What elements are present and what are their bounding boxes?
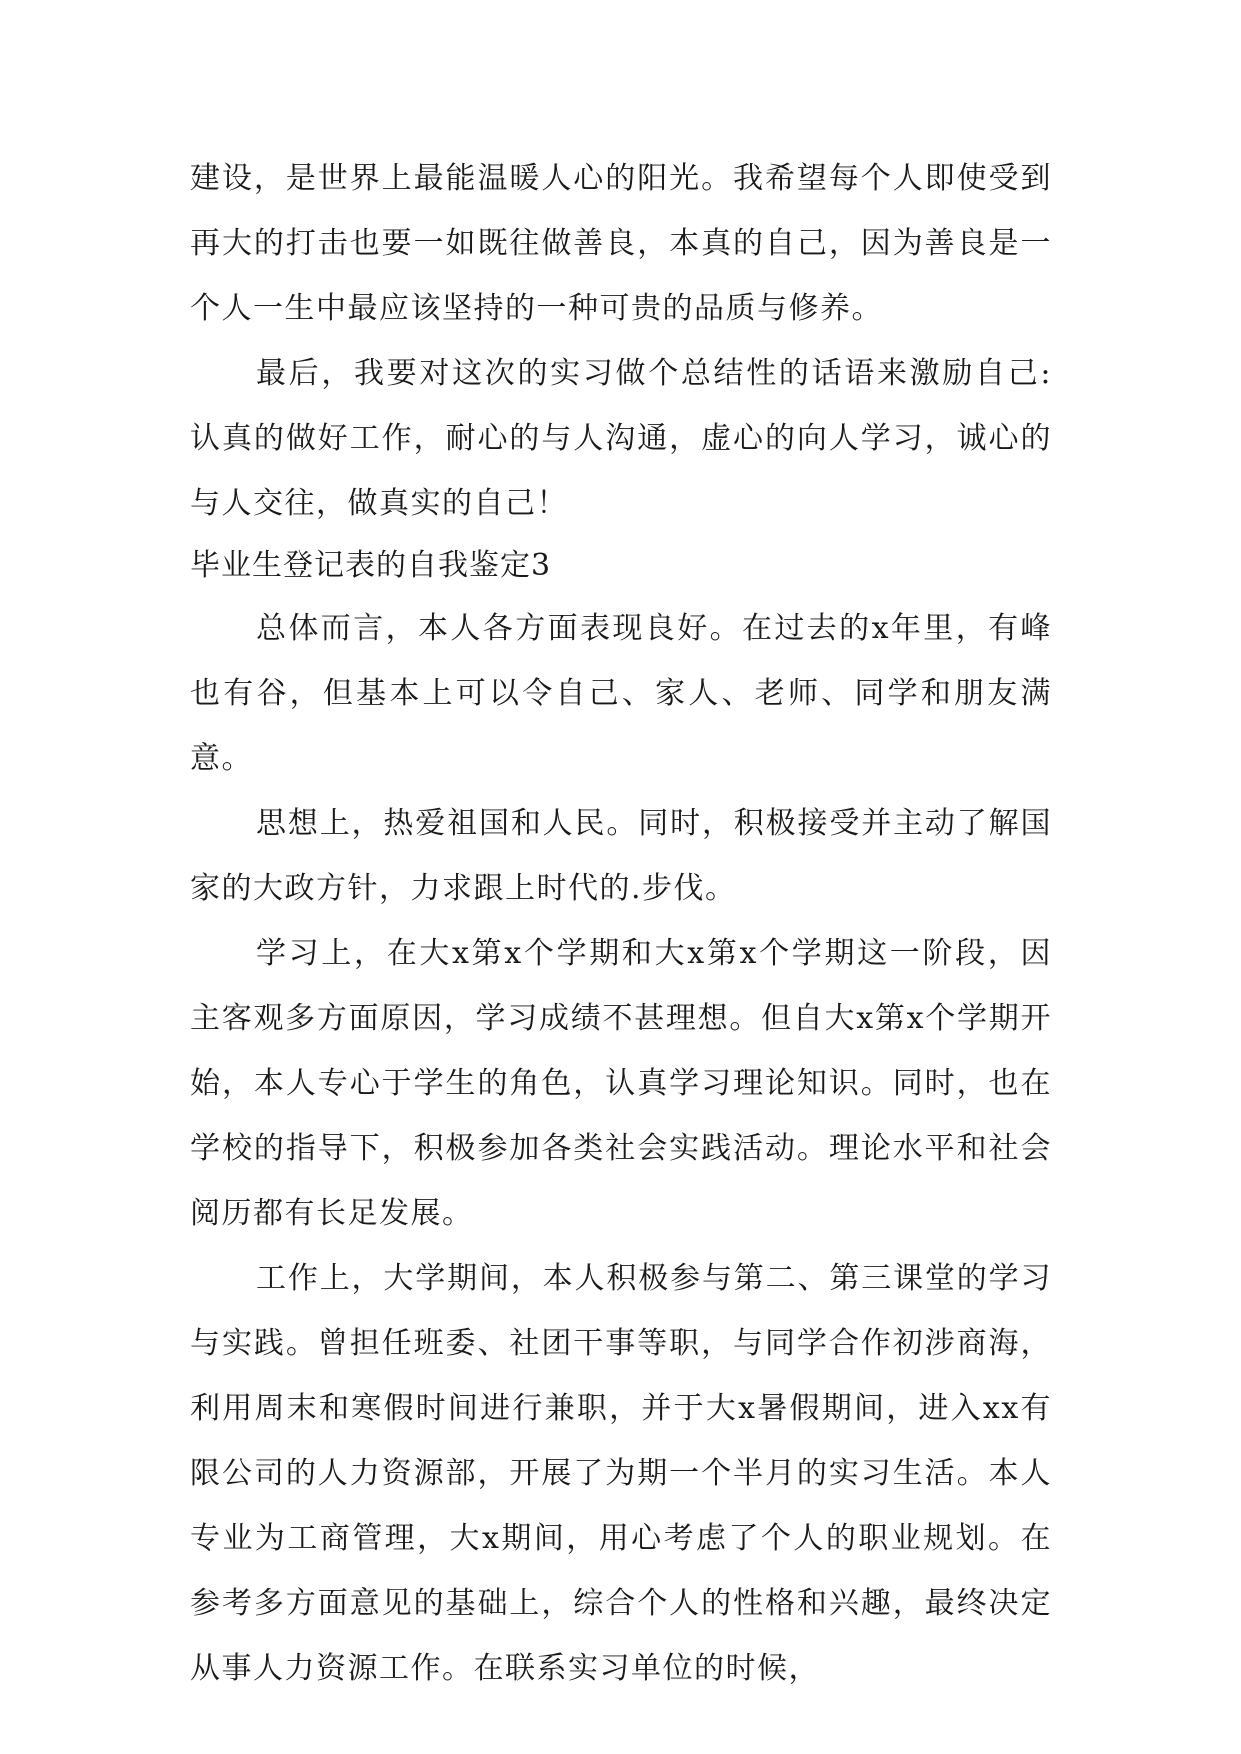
section-heading: 毕业生登记表的自我鉴定3 <box>190 548 552 583</box>
paragraph-kindness-conclusion: 建设，是世界上最能温暖人心的阳光。我希望每个人即使受到再大的打击也要一如既往做善良，本真的自己，因为善良是一个人一生中最应该坚持的一种可贵的品质与修养。 <box>190 161 1052 326</box>
paragraph-study: 学习上，在大x第x个学期和大x第x个学期这一阶段，因主客观多方面原因，学习成绩不甚理想。但自大x第x个学期开始，本人专心于学生的角色，认真学习理论知识。同时，也在学校的指导下，积极参加各类社会实践活动。理论水平和社会阅历都有长足发展。 <box>190 936 1052 1231</box>
document-body <box>190 146 1052 1701</box>
paragraph-work: 工作上，大学期间，本人积极参与第二、第三课堂的学习与实践。曾担任班委、社团干事等职，与同学合作初涉商海，利用周末和寒假时间进行兼职，并于大x暑假期间，进入xx有限公司的人力资源部，开展了为期一个半月的实习生活。本人专业为工商管理，大x期间，用心考虑了个人的职业规划。在参考多方面意见的基础上，综合个人的性格和兴趣，最终决定从事人力资源工作。在联系实习单位的时候， <box>190 1261 1052 1686</box>
paragraph-ideology: 思想上，热爱祖国和人民。同时，积极接受并主动了解国家的大政方针，力求跟上时代的.步伐。 <box>190 806 1052 906</box>
paragraph-internship-summary: 最后，我要对这次的实习做个总结性的话语来激励自己:认真的做好工作，耐心的与人沟通，虚心的向人学习，诚心的与人交往，做真实的自己！ <box>190 356 1052 521</box>
paragraph-overall: 总体而言，本人各方面表现良好。在过去的x年里，有峰也有谷，但基本上可以令自己、家人、老师、同学和朋友满意。 <box>190 611 1052 776</box>
